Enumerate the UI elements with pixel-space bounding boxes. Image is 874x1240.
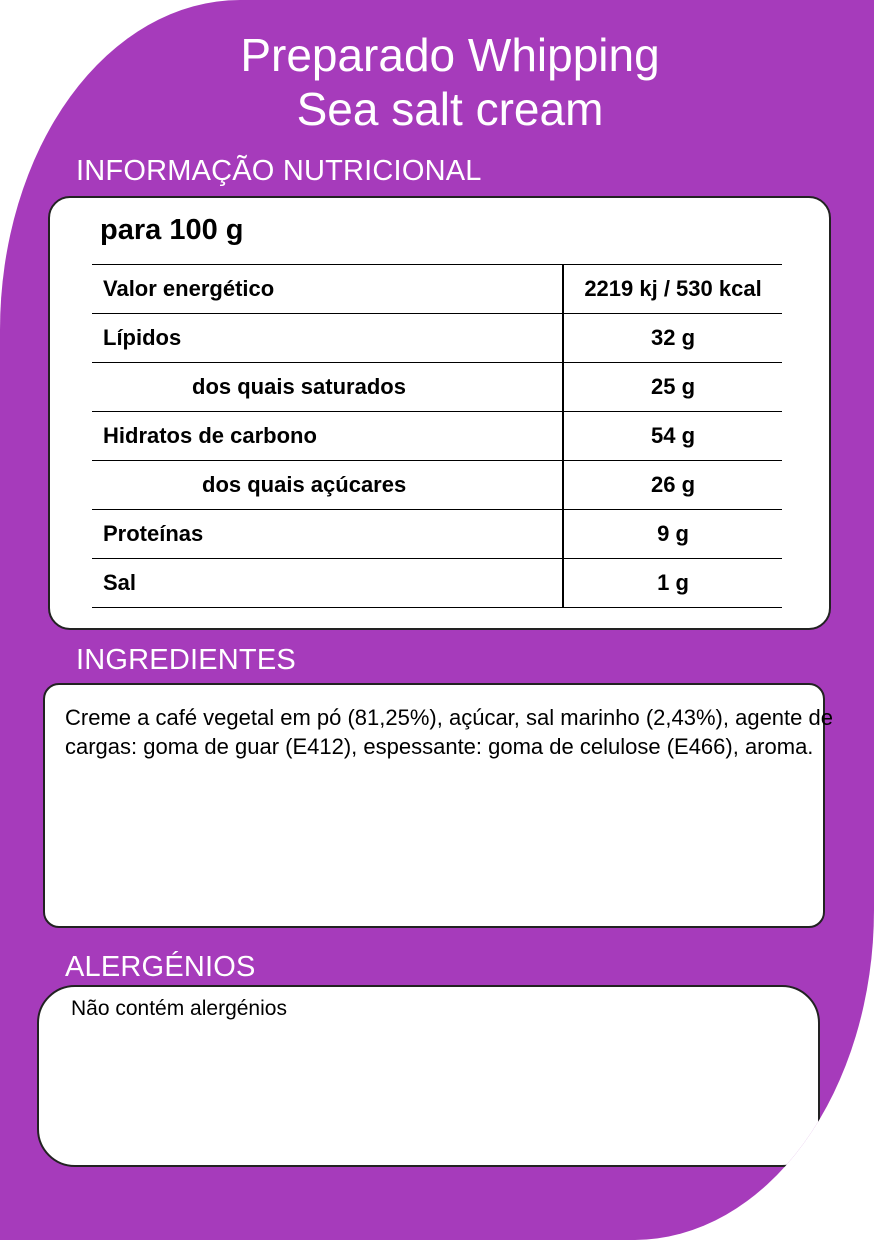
nutrition-table [92, 264, 782, 608]
table-row [92, 412, 782, 461]
ingredients-text: Creme a café vegetal em pó (81,25%), açúcar, sal marinho (2,43%), agente de cargas: goma de guar (E412), espessante: goma de celulose (E466), aroma. [65, 705, 833, 759]
ingredients-panel [43, 683, 833, 928]
nutrient-value: 25 g [563, 363, 782, 412]
nutrient-label: Sal [92, 559, 563, 608]
nutrient-label: Lípidos [92, 314, 563, 363]
nutrient-value: 1 g [563, 559, 782, 608]
nutrient-label: Hidratos de carbono [92, 412, 563, 461]
product-title: Preparado Whipping [240, 29, 660, 81]
table-row [92, 461, 782, 510]
allergens-panel [37, 985, 820, 1167]
table-row [92, 510, 782, 559]
nutrition-panel [48, 196, 831, 630]
nutrient-value: 2219 kj / 530 kcal [563, 265, 782, 314]
nutrition-heading: INFORMAÇÃO NUTRICIONAL [76, 155, 482, 187]
nutrient-value: 9 g [563, 510, 782, 559]
table-row [92, 265, 782, 314]
table-row [92, 559, 782, 608]
product-subtitle: Sea salt cream [296, 83, 604, 135]
nutrient-value: 54 g [563, 412, 782, 461]
table-row [92, 363, 782, 412]
nutrient-value: 32 g [563, 314, 782, 363]
allergens-heading: ALERGÉNIOS [65, 951, 256, 983]
nutrient-label: Valor energético [92, 265, 563, 314]
nutrient-label: dos quais açúcares [92, 461, 563, 510]
nutrient-value: 26 g [563, 461, 782, 510]
table-row [92, 314, 782, 363]
per-100g-label: para 100 g [100, 214, 244, 246]
allergens-text: Não contém alergénios [71, 997, 287, 1020]
ingredients-heading: INGREDIENTES [76, 644, 296, 676]
nutrient-label: dos quais saturados [92, 363, 563, 412]
nutrient-label: Proteínas [92, 510, 563, 559]
